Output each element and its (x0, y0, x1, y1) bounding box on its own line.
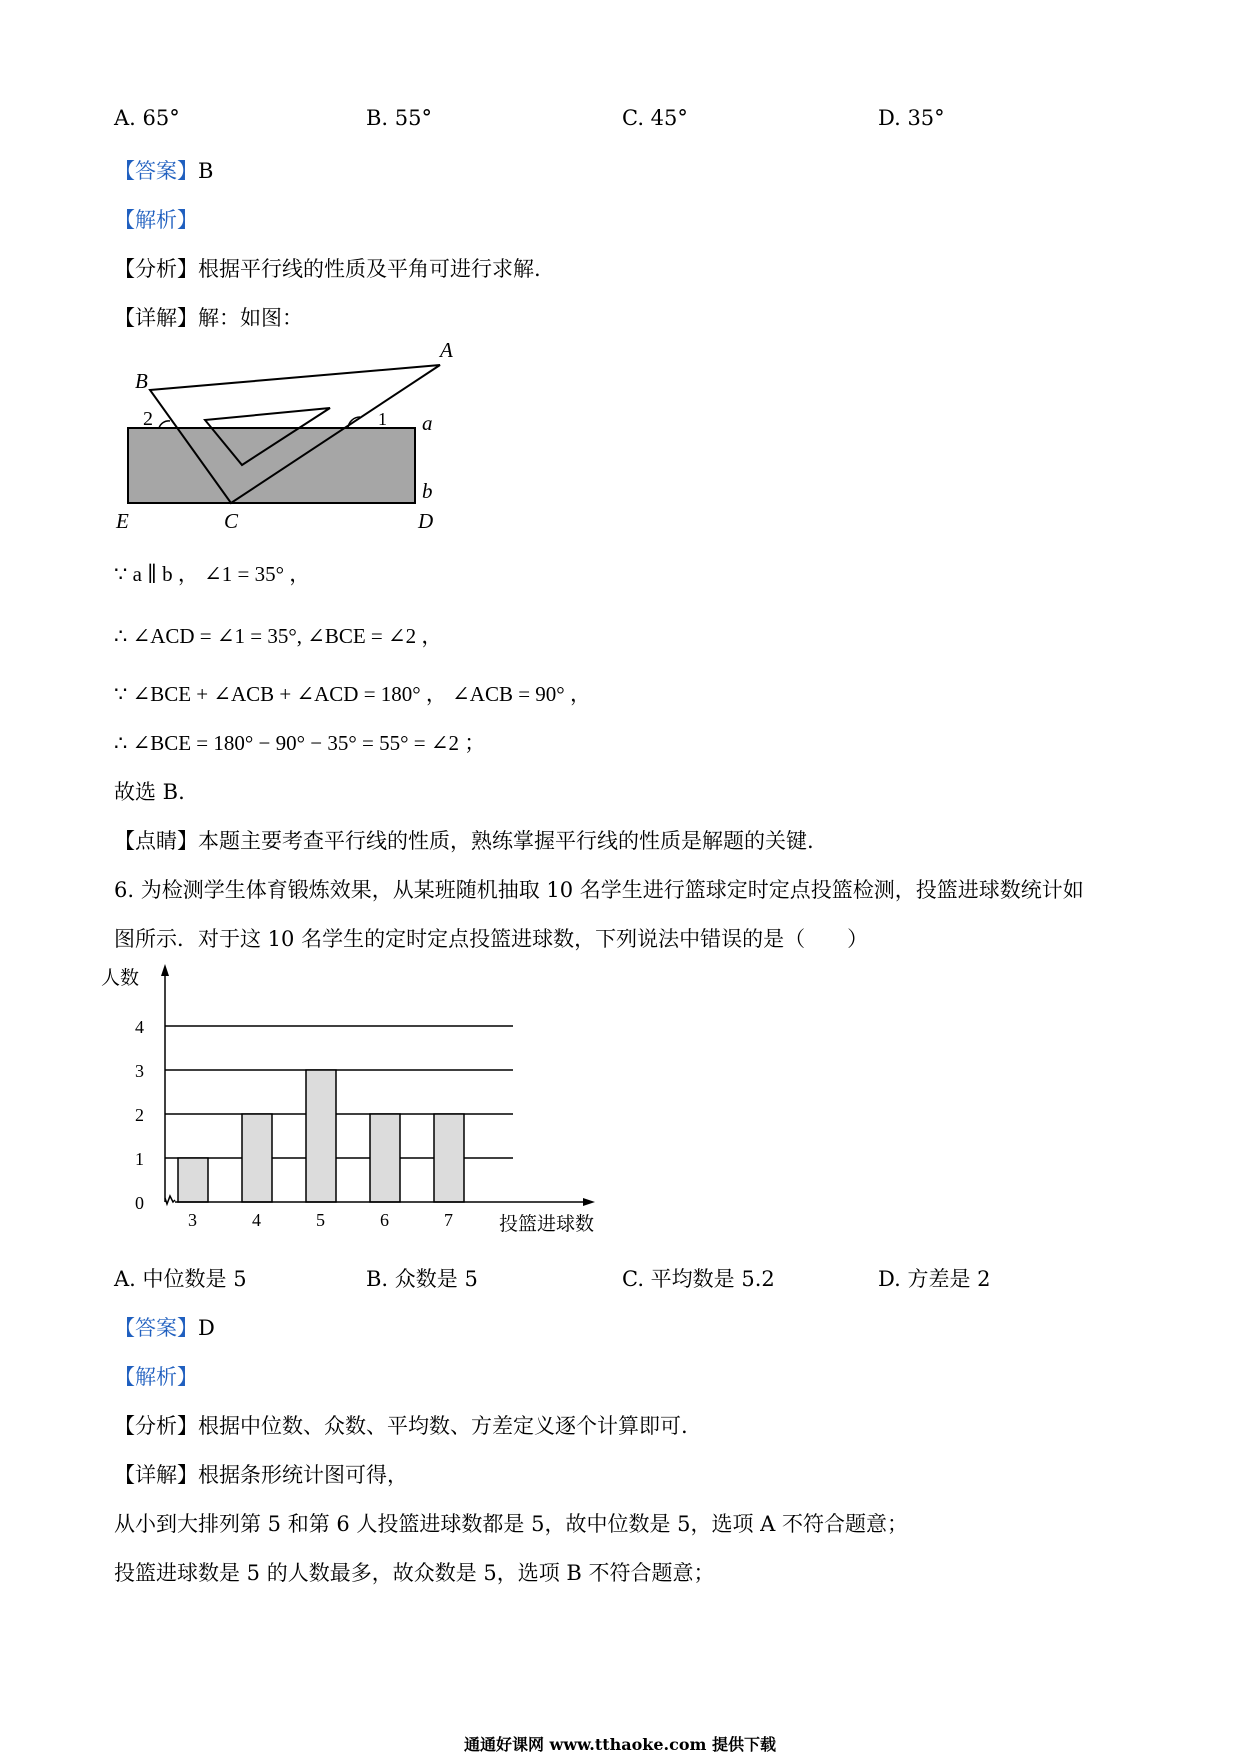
geometry-figure (110, 335, 470, 535)
step-4: ∴ ∠BCE = 180° − 90° − 35° = 55° = ∠2 ； (114, 731, 486, 755)
label-D: D (418, 509, 434, 533)
y-tick-label-0: 0 (135, 1193, 144, 1213)
label-2: 2 (143, 408, 153, 430)
label-1: 1 (378, 409, 387, 429)
q6-option-d: D. 方差是 2 (878, 1267, 991, 1291)
answer-tag: 【答案】 (114, 159, 198, 183)
axis-break (165, 1196, 175, 1204)
label-B: B (135, 369, 148, 393)
angle-2-arc (159, 421, 170, 428)
x-tick-label-7: 7 (444, 1210, 453, 1230)
bar-5 (306, 1070, 336, 1202)
step-2: ∴ ∠ACD = ∠1 = 35°, ∠BCE = ∠2 ， (114, 624, 443, 648)
option-c: C. 45° (622, 106, 688, 130)
q6-stem-line1: 6. 为检测学生体育锻炼效果，从某班随机抽取 10 名学生进行篮球定时定点投篮检测，投篮进球数统计如 (114, 878, 1084, 902)
q6-option-b: B. 众数是 5 (366, 1267, 478, 1291)
bar-4 (242, 1114, 272, 1202)
conclusion-line: 故选 B. (114, 780, 185, 804)
xiangjie-line: 【详解】解：如图： (114, 306, 303, 330)
answer-value: B (198, 159, 214, 183)
x-tick-label-6: 6 (380, 1210, 389, 1230)
q6-option-a: A. 中位数是 5 (114, 1267, 247, 1291)
q6-option-c: C. 平均数是 5.2 (622, 1267, 775, 1291)
q6-answer-tag: 【答案】 (114, 1316, 198, 1340)
q6-stem-line2: 图所示．对于这 10 名学生的定时定点投篮进球数，下列说法中错误的是（ ） (114, 927, 869, 951)
y-tick-label-4: 4 (135, 1017, 144, 1037)
footer: 通通好课网 www.tthaoke.com 提供下载 (463, 1735, 777, 1754)
q6-detail-2: 投篮进球数是 5 的人数最多，故众数是 5，选项 B 不符合题意； (114, 1561, 715, 1585)
q6-fenxi-line: 【分析】根据中位数、众数、平均数、方差定义逐个计算即可. (114, 1414, 688, 1438)
x-axis-title: 投篮进球数 (499, 1214, 595, 1235)
option-d: D. 35° (878, 106, 945, 130)
step-3: ∵ ∠BCE + ∠ACB + ∠ACD = 180° ， ∠ACB = 90° ， (114, 682, 591, 706)
label-E: E (116, 509, 129, 533)
option-b: B. 55° (366, 106, 433, 130)
bar-7 (434, 1114, 464, 1202)
x-tick-label-5: 5 (316, 1210, 325, 1230)
y-axis-title: 人数 (101, 968, 140, 989)
bar-chart (101, 960, 625, 1250)
ruler-rect (128, 428, 415, 503)
q6-answer-value: D (198, 1316, 215, 1340)
q6-xiangjie-line: 【详解】根据条形统计图可得， (114, 1463, 408, 1487)
x-axis-arrow (583, 1198, 595, 1206)
label-C: C (224, 509, 239, 533)
label-a: a (422, 411, 433, 435)
answer-line (114, 155, 213, 185)
y-tick-label-2: 2 (135, 1105, 144, 1125)
q6-detail-1: 从小到大排列第 5 和第 6 人投篮进球数都是 5，故中位数是 5，选项 A 不符合题意； (114, 1512, 909, 1536)
x-tick-label-4: 4 (252, 1210, 261, 1230)
label-b: b (422, 479, 433, 503)
step-1: ∵ a ∥ b ， ∠1 = 35° ， (114, 562, 311, 586)
q6-analysis-tag: 【解析】 (114, 1365, 198, 1389)
option-a: A. 65° (114, 106, 180, 130)
fenxi-line: 【分析】根据平行线的性质及平角可进行求解. (114, 257, 541, 281)
y-tick-label-3: 3 (135, 1061, 144, 1081)
analysis-tag: 【解析】 (114, 208, 198, 232)
dianjing-line: 【点睛】本题主要考查平行线的性质，熟练掌握平行线的性质是解题的关键. (114, 829, 814, 853)
label-A: A (440, 338, 453, 362)
x-tick-label-3: 3 (188, 1210, 197, 1230)
bar-6 (370, 1114, 400, 1202)
q6-answer-line (114, 1312, 215, 1342)
y-tick-label-1: 1 (135, 1149, 144, 1169)
bar-3 (178, 1158, 208, 1202)
y-axis-arrow (161, 964, 169, 976)
